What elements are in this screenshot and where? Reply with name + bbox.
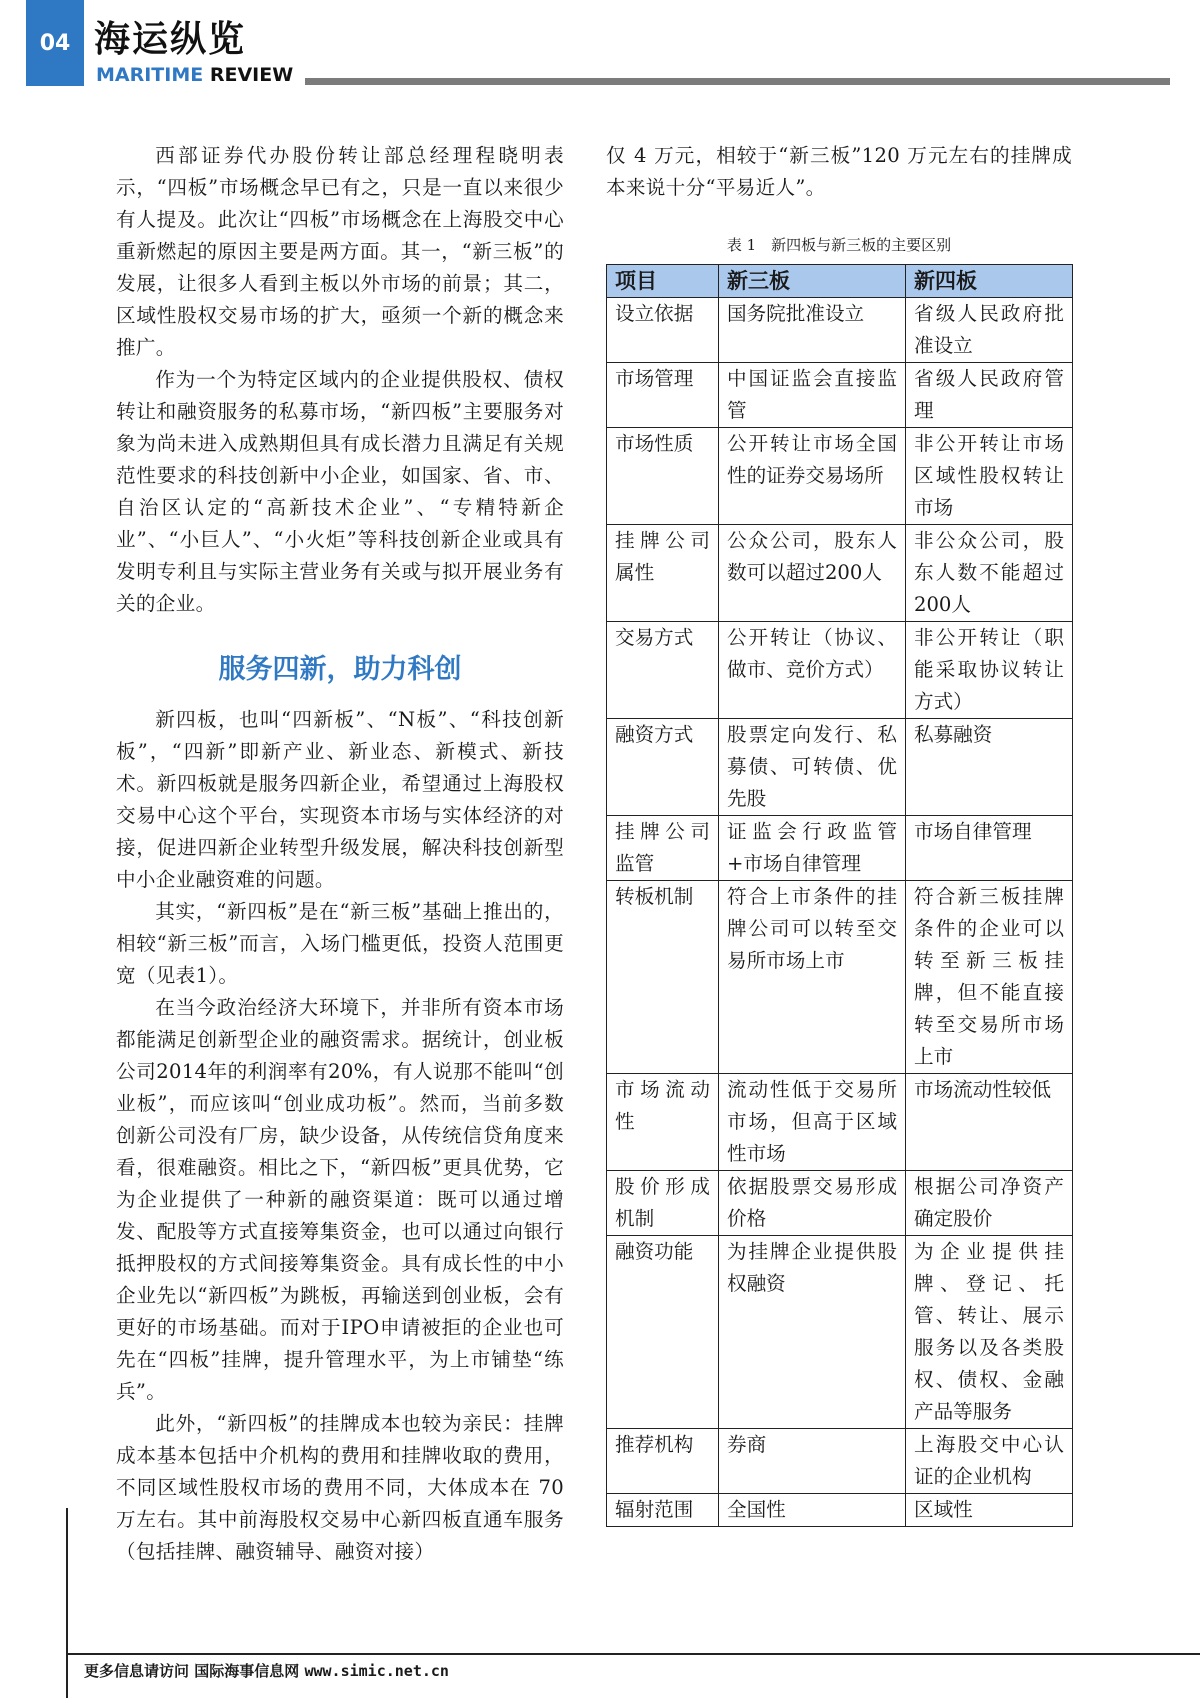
- table-cell: 符合新三板挂牌条件的企业可以转至新三板挂牌，但不能直接转至交易所市场上市: [906, 881, 1073, 1074]
- magazine-title-en: [96, 66, 293, 85]
- table-row: [607, 298, 1073, 363]
- table-header-cell: 项目: [607, 265, 719, 298]
- paragraph: 西部证券代办股份转让部总经理程晓明表示，“四板”市场概念早已有之，只是一直以来很少有人提及。此次让“四板”市场概念在上海股交中心重新燃起的原因主要是两方面。其一，“新三板”的发展，让很多人看到主板以外市场的前景；其二，区域性股权交易市场的扩大，亟须一个新的概念来推广。: [116, 144, 564, 359]
- table-caption: 表 1 新四板与新三板的主要区别: [726, 236, 952, 254]
- table-cell: 为企业提供挂牌、登记、托管、转让、展示服务以及各类股权、债权、金融产品等服务: [906, 1236, 1073, 1429]
- table-cell: 转板机制: [607, 881, 719, 1074]
- footer-rule: [66, 1653, 1200, 1655]
- section-heading: 服务四新，助力科创: [218, 654, 462, 685]
- table-row: [607, 428, 1073, 525]
- table-cell: 私募融资: [906, 719, 1073, 816]
- magazine-title-en-part1: MARITIME: [96, 64, 204, 86]
- paragraph-continuation: 仅 4 万元，相较于“新三板”120 万元左右的挂牌成本来说十分“平易近人”。: [606, 144, 1072, 199]
- table-cell: 为挂牌企业提供股权融资: [719, 1236, 906, 1429]
- table-row: [607, 881, 1073, 1074]
- paragraph: 在当今政治经济大环境下，并非所有资本市场都能满足创新型企业的融资需求。据统计，创业板公司2014年的利润率有20%，有人说那不能叫“创业板”，而应该叫“创业成功板”。然而，当前多数创新公司没有厂房，缺少设备，从传统信贷角度来看，很难融资。相比之下，“新四板”更具优势，它为企业提供了一种新的融资渠道：既可以通过增发、配股等方式直接筹集资金，也可以通过向银行抵押股权的方式间接筹集资金。具有成长性的中小企业先以“新四板”为跳板，再输送到创业板，会有更好的市场基础。而对于IPO申请被拒的企业也可先在“四板”挂牌，提升管理水平，为上市铺垫“练兵”。: [116, 996, 564, 1403]
- table-cell: 设立依据: [607, 298, 719, 363]
- table-cell: 省级人民政府管理: [906, 363, 1073, 428]
- header-rule: [305, 78, 1170, 85]
- table-row: [607, 816, 1073, 881]
- table-row: [607, 1074, 1073, 1171]
- table-cell: 股票定向发行、私募债、可转债、优先股: [719, 719, 906, 816]
- table-cell: 融资功能: [607, 1236, 719, 1429]
- table-cell: 市场流动性: [607, 1074, 719, 1171]
- table-cell: 符合上市条件的挂牌公司可以转至交易所市场上市: [719, 881, 906, 1074]
- table-cell: 市场性质: [607, 428, 719, 525]
- table-cell: 国务院批准设立: [719, 298, 906, 363]
- table-row: [607, 363, 1073, 428]
- table-cell: 券商: [719, 1429, 906, 1494]
- table-cell: 公众公司，股东人数可以超过200人: [719, 525, 906, 622]
- table-row: [607, 1494, 1073, 1527]
- table-cell: 中国证监会直接监管: [719, 363, 906, 428]
- table-cell: 依据股票交易形成价格: [719, 1171, 906, 1236]
- footer-link[interactable]: www.simic.net.cn: [304, 1662, 449, 1680]
- table-row: [607, 1236, 1073, 1429]
- table-cell: 公开转让（协议、做市、竞价方式）: [719, 622, 906, 719]
- paragraph: 其实，“新四板”是在“新三板”基础上推出的，相较“新三板”而言，入场门槛更低，投资人范围更宽（见表1）。: [116, 900, 564, 987]
- table-cell: 非公开转让市场区域性股权转让市场: [906, 428, 1073, 525]
- table-cell: 省级人民政府批准设立: [906, 298, 1073, 363]
- table-cell: 根据公司净资产确定股价: [906, 1171, 1073, 1236]
- table-cell: 非公开转让（职能采取协议转让方式）: [906, 622, 1073, 719]
- page-number-badge: [26, 0, 84, 86]
- table-cell: 融资方式: [607, 719, 719, 816]
- table-cell: 推荐机构: [607, 1429, 719, 1494]
- magazine-title-en-part2: REVIEW: [209, 64, 294, 86]
- table-header-cell: 新三板: [719, 265, 906, 298]
- margin-rule: [66, 1508, 68, 1698]
- table-cell: 全国性: [719, 1494, 906, 1527]
- table-row: [607, 1171, 1073, 1236]
- table-cell: 市场流动性较低: [906, 1074, 1073, 1171]
- paragraph: 此外，“新四板”的挂牌成本也较为亲民：挂牌成本基本包括中介机构的费用和挂牌收取的费用，不同区域性股权市场的费用不同，大体成本在 70 万左右。其中前海股权交易中心新四板直通车服务（包括挂牌、融资辅导、融资对接）: [116, 1412, 564, 1563]
- table-cell: 证监会行政监管+市场自律管理: [719, 816, 906, 881]
- table-cell: 市场自律管理: [906, 816, 1073, 881]
- magazine-title-cn: 海运纵览: [94, 19, 247, 60]
- comparison-table: [606, 264, 1073, 1527]
- table-cell: 市场管理: [607, 363, 719, 428]
- table-header-cell: 新四板: [906, 265, 1073, 298]
- table-cell: 交易方式: [607, 622, 719, 719]
- table-row: [607, 1429, 1073, 1494]
- left-column: [116, 140, 564, 1568]
- paragraph: 作为一个为特定区域内的企业提供股权、债权转让和融资服务的私募市场，“新四板”主要服务对象为尚未进入成熟期但具有成长潜力且满足有关规范性要求的科技创新中小企业，如国家、省、市、自治区认定的“高新技术企业”、“专精特新企业”、“小巨人”、“小火炬”等科技创新企业或具有发明专利且与实际主营业务有关或与拟开展业务有关的企业。: [116, 368, 564, 615]
- table-cell: 区域性: [906, 1494, 1073, 1527]
- table-cell: 挂牌公司监管: [607, 816, 719, 881]
- page-number: 04: [39, 30, 71, 56]
- table-cell: 股价形成机制: [607, 1171, 719, 1236]
- table-cell: 挂牌公司属性: [607, 525, 719, 622]
- table-row: [607, 525, 1073, 622]
- table-cell: 流动性低于交易所市场，但高于区域性市场: [719, 1074, 906, 1171]
- paragraph: 新四板，也叫“四新板”、“N板”、“科技创新板”，“四新”即新产业、新业态、新模式、新技术。新四板就是服务四新企业，希望通过上海股权交易中心这个平台，实现资本市场与实体经济的对接，促进四新企业转型升级发展，解决科技创新型中小企业融资难的问题。: [116, 708, 564, 891]
- table-row: [607, 622, 1073, 719]
- table-cell: 上海股交中心认证的企业机构: [906, 1429, 1073, 1494]
- table-row: [607, 719, 1073, 816]
- table-cell: 辐射范围: [607, 1494, 719, 1527]
- right-column: [606, 140, 1072, 1527]
- table-header-row: [607, 265, 1073, 298]
- footer: [84, 1660, 449, 1682]
- table-cell: 非公众公司，股东人数不能超过200人: [906, 525, 1073, 622]
- table-cell: 公开转让市场全国性的证券交易场所: [719, 428, 906, 525]
- footer-text: 更多信息请访问 国际海事信息网: [84, 1662, 300, 1680]
